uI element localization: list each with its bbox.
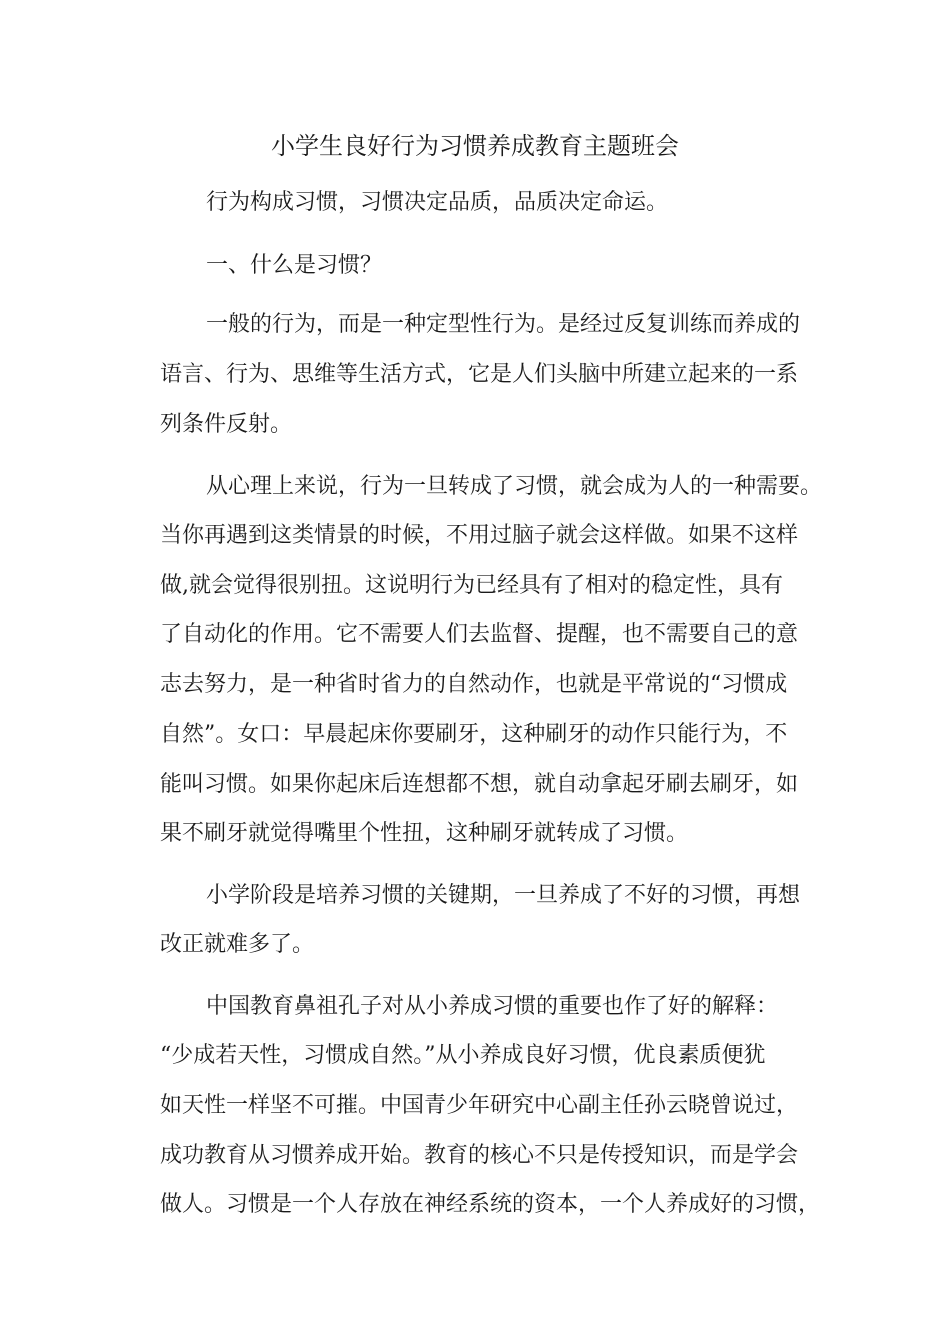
paragraph-6-line-4: 成功教育从习惯养成开始。教育的核心不只是传授知识，而是学会	[160, 1143, 799, 1168]
paragraph-3-line-1: 一般的行为，而是一种定型性行为。是经过反复训练而养成的	[206, 312, 801, 337]
paragraph-3-line-2: 语言、行为、思维等生活方式，它是人们头脑中所建立起来的一系	[160, 362, 799, 387]
paragraph-4-line-2: 当你再遇到这类情景的时候，不用过脑子就会这样做。如果不这样	[160, 523, 799, 548]
paragraph-4-line-8: 果不刷牙就觉得嘴里个性扭，这种刷牙就转成了习惯。	[160, 821, 689, 846]
document-title: 小学生良好行为习惯养成教育主题班会	[271, 132, 679, 160]
section-heading-what-is-habit: 一、什么是习惯？	[206, 253, 383, 278]
paragraph-4-line-7: 能叫习惯。如果你起床后连想都不想，就自动拿起牙刷去刷牙，如	[160, 772, 799, 797]
paragraph-4-line-1: 从心理上来说，行为一旦转成了习惯，就会成为人的一种需要。	[206, 474, 823, 499]
paragraph-4-line-6: 自然”。女口：早晨起床你要刷牙，这种刷牙的动作只能行为，不	[160, 722, 788, 747]
paragraph-4-line-5: 志去努力，是一种省时省力的自然动作，也就是平常说的“习惯成	[160, 672, 788, 697]
paragraph-4-line-4: 了自动化的作用。它不需要人们去监督、提醒，也不需要自己的意	[160, 622, 799, 647]
paragraph-4-line-3: 做,就会觉得很别扭。这说明行为已经具有了相对的稳定性，具有	[160, 573, 783, 598]
paragraph-6-line-1: 中国教育鼻祖孔子对从小养成习惯的重要也作了好的解释：	[206, 994, 779, 1019]
paragraph-1-line-1: 行为构成习惯，习惯决定品质，品质决定命运。	[206, 190, 669, 215]
paragraph-3-line-3: 列条件反射。	[160, 412, 293, 437]
paragraph-6-line-2: “少成若天性，习惯成自然。”从小养成良好习惯，优良素质便犹	[160, 1043, 766, 1068]
paragraph-6-line-3: 如天性一样坚不可摧。中国青少年研究中心副主任孙云晓曾说过，	[160, 1093, 799, 1118]
paragraph-5-line-2: 改正就难多了。	[160, 932, 315, 957]
paragraph-6-line-5: 做人。习惯是一个人存放在神经系统的资本，一个人养成好的习惯，	[160, 1192, 821, 1217]
paragraph-5-line-1: 小学阶段是培养习惯的关键期，一旦养成了不好的习惯，再想	[206, 883, 801, 908]
